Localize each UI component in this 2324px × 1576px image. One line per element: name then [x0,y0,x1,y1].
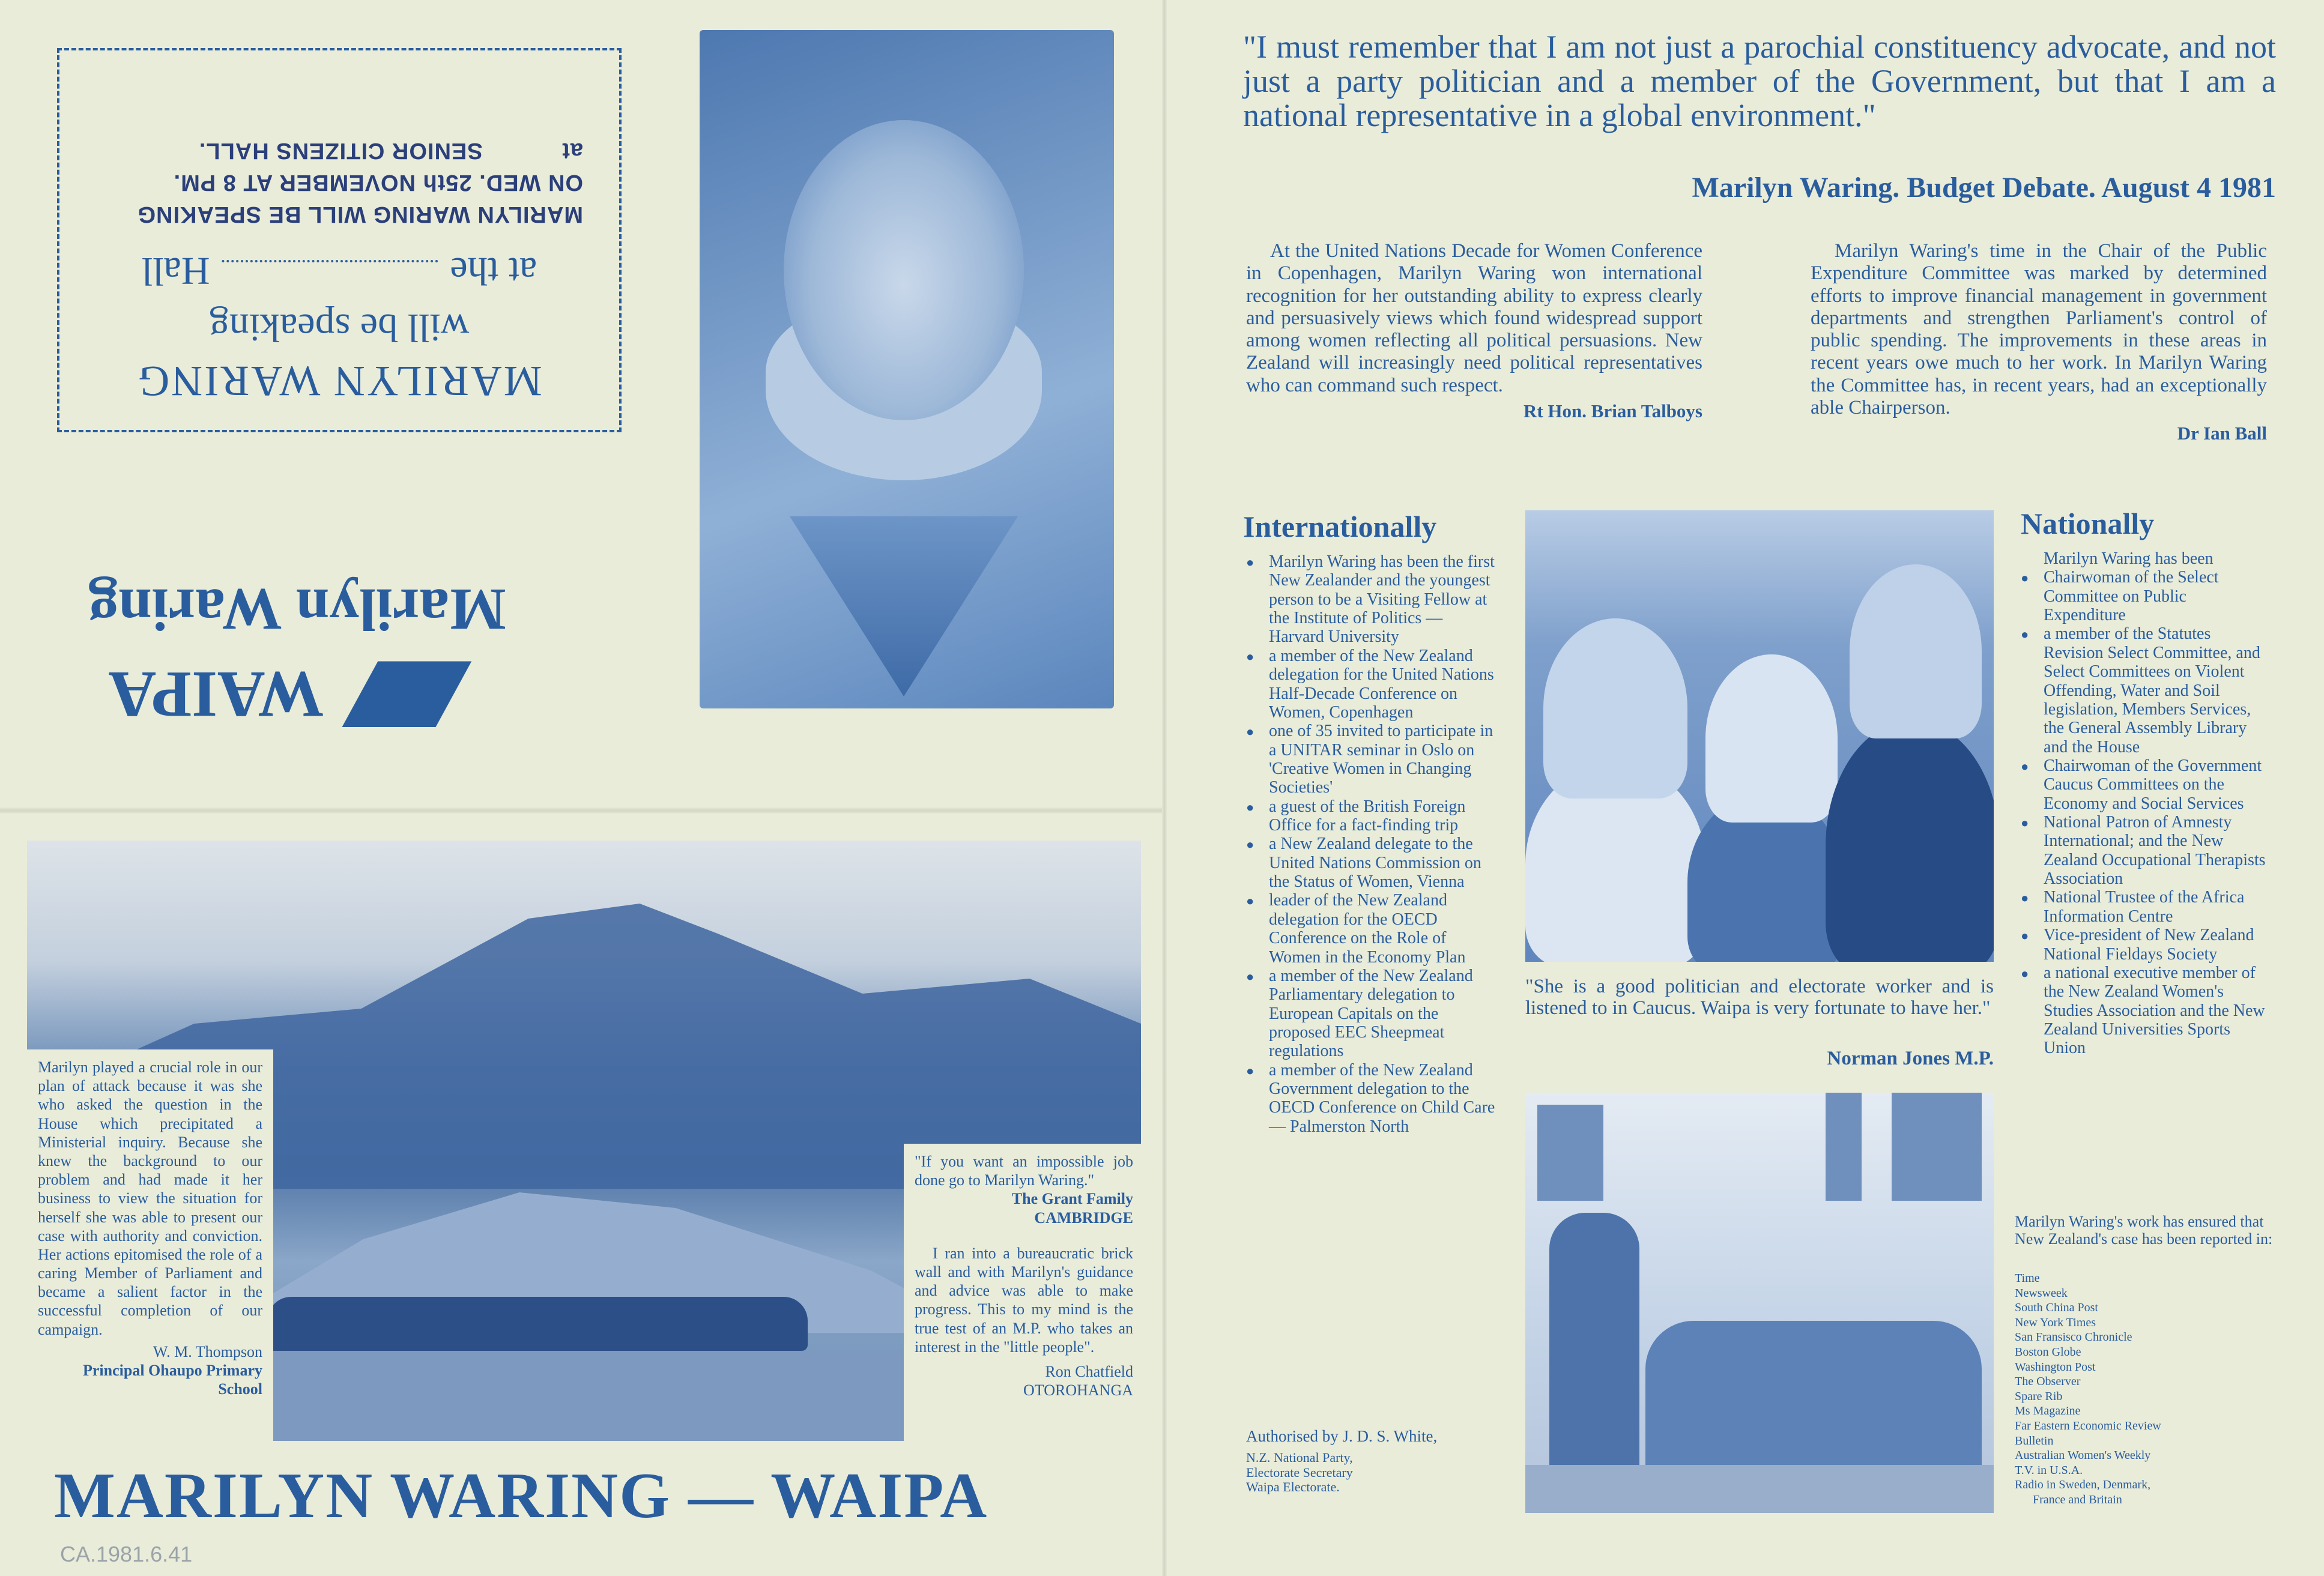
event-box-hall-line [95,248,583,294]
nationally-list [2021,549,2270,1058]
internationally-intro: ● Marilyn Waring has been the first New Zealander and the youngest person to be a Visiting Fellow at the Institute of Politics — Harvard University [1246,552,1498,647]
national-party-logo-icon [342,662,486,728]
event-box-line2-post: Hall [141,249,210,293]
hall-blank [222,260,438,294]
person-body-right [1826,720,1994,962]
internationally-list-item: ● one of 35 invited to participate in a UNITAR seminar in Oslo on 'Creative Women in Changing Societies' [1246,722,1498,797]
internationally-list-item: ● a member of the New Zealand delegation for the United Nations Half-Decade Conference on Women, Copenhagen [1246,647,1498,722]
main-quote-attribution: Marilyn Waring. Budget Debate. August 4 1981 [1692,172,2276,204]
publication-item: T.V. in U.S.A. [2015,1463,2083,1477]
internationally-list-item: ● leader of the New Zealand delegation for the OECD Conference on the Role of Women in the Economy Plan [1246,891,1498,966]
publication-item: New York Times [2015,1315,2096,1329]
speaking-photo [1525,1093,1994,1513]
internationally-list-item: ● a member of the New Zealand Government delegation to the OECD Conference on Child Care — Palmerston North [1246,1061,1498,1136]
stamp-line1: MARILYN WARING WILL BE SPEAKING [137,202,583,227]
publication-list [2015,1271,2279,1508]
window-middle [1826,1093,1862,1201]
publication-item: The Observer [2015,1375,2081,1389]
authorisation-line: Authorised by J. D. S. White, [1246,1427,1438,1445]
testimonial-talboys-text: At the United Nations Decade for Women Conference in Copenhagen, Marilyn Waring won international recognition for her outstanding ability to express clearly and persuasively views which found widespread support among women reflecting all political persuasions. New Zealand will increasingly need political representatives who can command such respect. [1246,240,1702,396]
nationally-list-item: ● National Trustee of the Africa Information Centre [2021,888,2270,926]
publication-item: Spare Rib [2015,1389,2063,1403]
window-left [1537,1105,1603,1201]
nationally-list-item: ● Vice-president of New Zealand National Fieldays Society [2021,926,2270,964]
portrait-photo [700,30,1114,708]
brand-party: WAIPA [108,658,324,731]
testimonial-talboys [1246,240,1702,421]
internationally-list-item: ● a New Zealand delegate to the United Nations Commission on the Status of Women, Vienna [1246,835,1498,891]
main-quote: "I must remember that I am not just a parochial constituency advocate, and not just a party politician and a member of the Government, but that I am a national representative in a global environment." [1243,29,2276,134]
nationally-heading: Nationally [2021,507,2155,540]
testimonial-jones-sig: Norman Jones M.P. [1827,1048,1994,1069]
testimonial-right [904,1144,1144,1450]
publication-item: Radio in Sweden, Denmark, [2015,1478,2151,1492]
publication-item: Time [2015,1272,2040,1285]
publication-item: South China Post [2015,1301,2098,1315]
stamp-line3: SENIOR CITIZENS HALL. [198,137,483,163]
event-box-line2-pre: at the [450,249,537,293]
testimonial-grant-sig2: CAMBRIDGE [1034,1209,1133,1227]
reported-in-intro: Marilyn Waring's work has ensured that New Zealand's case has been reported in: [2015,1213,2273,1248]
stamp-line2: ON WED. 25th NOVEMBER AT 8 PM. [173,169,583,195]
testimonial-grant-text: "If you want an impossible job done go to Marilyn Waring." [915,1153,1133,1189]
nationally-list-item: ● Chairwoman of the Government Caucus Committees on the Economy and Social Services [2021,756,2270,813]
seated-audience [1645,1321,1982,1471]
stamp-line3-pre: at [561,137,583,163]
testimonial-chatfield-text: I ran into a bureaucratic brick wall and with Marilyn's guidance and advice was able to make progress. This to my mind is the true test of an M.P. who takes an interest in the "little people". [915,1244,1133,1356]
testimonial-ball-text: Marilyn Waring's time in the Chair of the Public Expenditure Committee was marked by determined efforts to improve financial management in government departments and strengthen Parliament's control of public spending. The improvements in these areas in recent years owe much to her work. In Marilyn Waring the Committee has, in recent years, had an exceptionally able Chairperson. [1811,240,2267,418]
brand-name: Marilyn Waring [88,576,506,643]
testimonial-thompson [27,1049,273,1446]
fold-line-horizontal [0,808,1162,814]
nationally-list-item: ● Chairwoman of the Select Committee on Public Expenditure [2021,568,2270,624]
testimonial-ball-sig: Dr Ian Ball [2177,423,2267,444]
testimonial-thompson-text: Marilyn played a crucial role in our plan of attack because it was she who asked the question in the House which precipitated a Ministerial inquiry. Because she knew the background to our problem and had made it her business to view the situation for herself she was able to present our case with authority and conviction. Her actions epitomised the role of a caring Member of Parliament and became a salient factor in the successful completion of our campaign. [38,1058,262,1338]
testimonial-chatfield-sig: Ron Chatfield [1045,1362,1133,1380]
publication-item: Washington Post [2015,1360,2096,1374]
person-head-left [1543,618,1687,799]
authorisation-details [1246,1451,1510,1495]
brand-block [45,575,549,732]
testimonial-thompson-sig2: Principal Ohaupo Primary School [83,1362,262,1398]
testimonial-thompson-sig: W. M. Thompson [153,1342,262,1360]
publication-item: Ms Magazine [2015,1404,2081,1418]
authorisation-line2: N.Z. National Party, [1246,1450,1353,1465]
internationally-heading: Internationally [1243,510,1437,543]
event-box-title: MARILYN WARING [136,357,542,405]
testimonial-grant-sig [915,1189,1133,1227]
testimonial-ball [1811,240,2267,444]
authorisation-line3: Electorate Secretary [1246,1464,1353,1480]
fold-line-vertical [1162,0,1167,1576]
testimonial-grant-sig1: The Grant Family [1011,1190,1133,1208]
nationally-list-item: ● National Patron of Amnesty International; and the New Zealand Occupational Therapists Association [2021,813,2270,888]
window-right [1892,1093,1982,1201]
internationally-list-item: ● a guest of the British Foreign Office for a fact-finding trip [1246,797,1498,835]
tree-line [267,1297,808,1351]
authorisation-line4: Waipa Electorate. [1246,1479,1340,1495]
brand-logo [45,656,549,732]
publication-item: Boston Globe [2015,1345,2081,1359]
person-head-right [1850,564,1982,738]
cover-panel [0,0,1162,756]
event-box-line1: will be speaking [209,306,470,349]
nationally-intro: Marilyn Waring has been [2044,549,2214,568]
publication-item: Bulletin [2015,1434,2054,1448]
person-head-middle [1705,654,1838,823]
publication-item: San Fransisco Chronicle [2015,1330,2132,1344]
internationally-list [1246,552,1498,1136]
portrait-face [784,120,1024,420]
rubber-stamp [95,134,583,230]
portrait-collar [790,516,1018,696]
publication-item: Far Eastern Economic Review [2015,1419,2161,1433]
group-photo [1525,510,1994,962]
publication-item: France and Britain [2033,1493,2122,1506]
back-title: MARILYN WARING — WAIPA [54,1460,988,1532]
speaker-figure [1549,1213,1639,1471]
testimonial-chatfield-sig2: OTOROHANGA [1023,1381,1133,1399]
testimonial-jones: "She is a good politician and electorate worker and is listened to in Caucus. Waipa is very fortunate to have her." [1525,976,1994,1019]
internationally-list-item: ● a member of the New Zealand Parliamentary delegation to European Capitals on the proposed EEC Sheepmeat regulations [1246,967,1498,1061]
archive-mark: CA.1981.6.41 [60,1542,193,1566]
nationally-list-item: ● a national executive member of the New Zealand Women's Studies Association and the New Zealand Universities Sports Union [2021,964,2270,1058]
nationally-list-item: ● a member of the Statutes Revision Select Committee, and Select Committees on Violent Offending, Water and Soil legislation, Members Services, the General Assembly Library and the House [2021,624,2270,756]
ground-shape [1525,1465,1994,1513]
publication-item: Australian Women's Weekly [2015,1449,2151,1463]
testimonial-talboys-sig: Rt Hon. Brian Talboys [1523,400,1702,421]
publication-item: Newsweek [2015,1286,2068,1300]
event-box [57,48,622,432]
